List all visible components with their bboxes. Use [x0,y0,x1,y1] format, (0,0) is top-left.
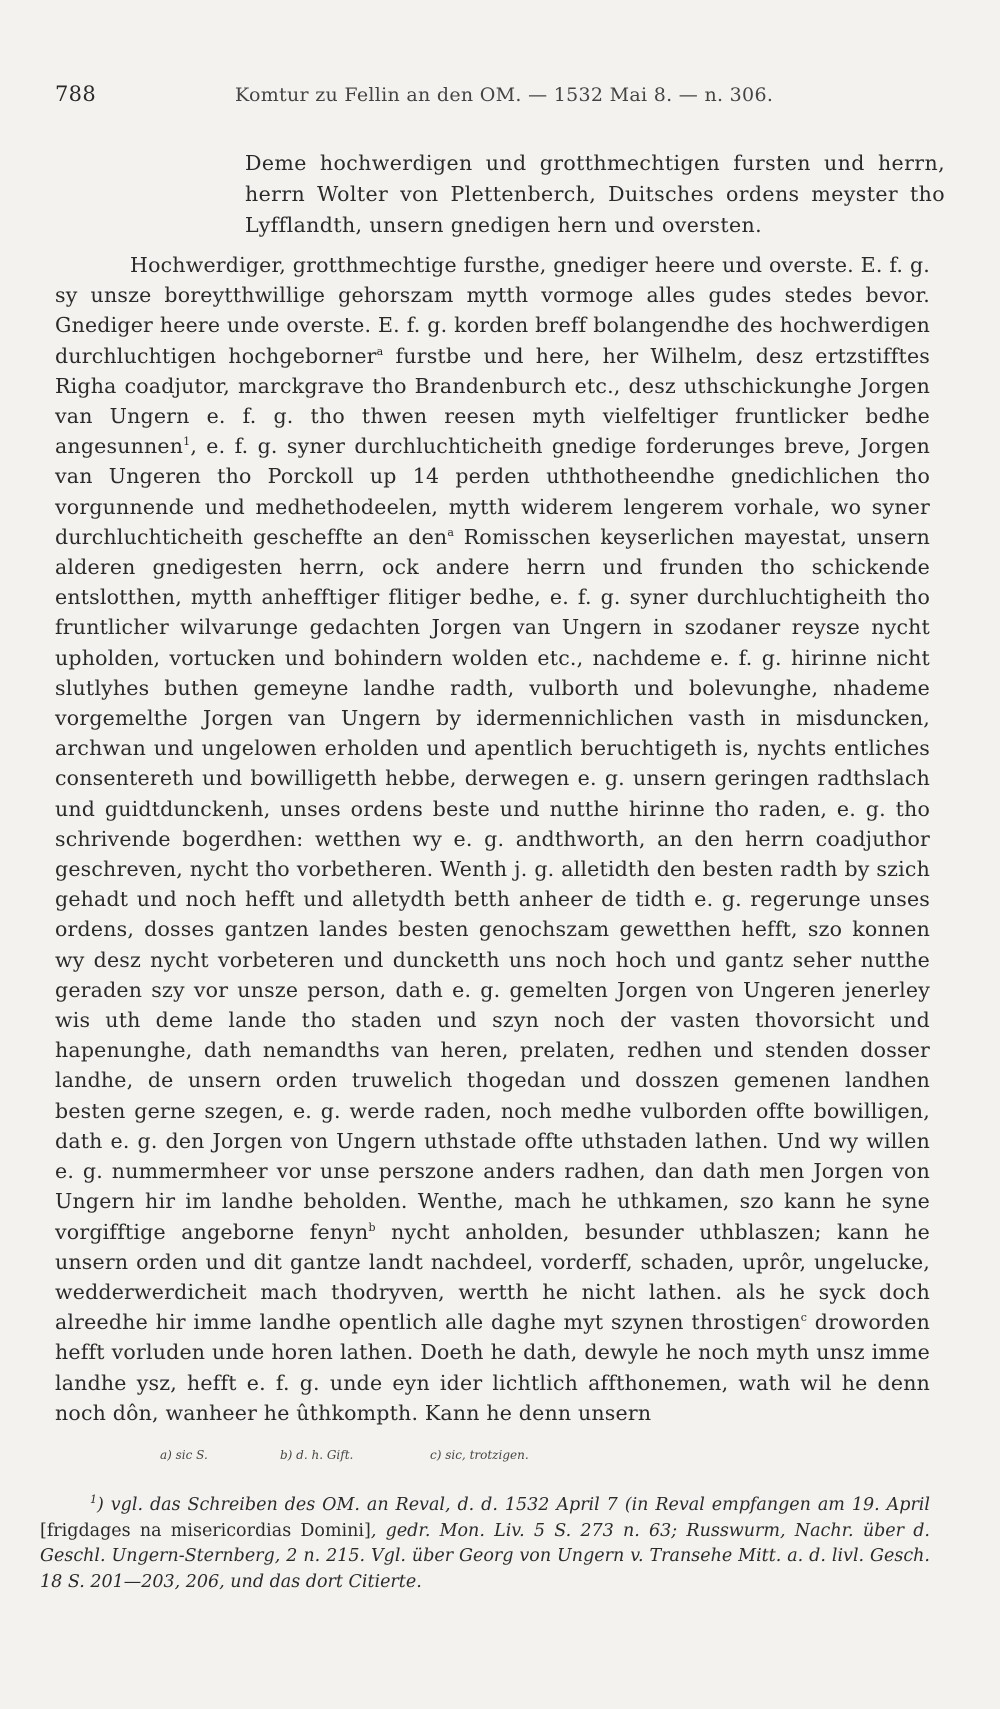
page-number: 788 [55,82,96,106]
body-text-2: furstbe und here, her Wilhelm, desz ertzstifftes Righa coadjutor, marckgrave tho Brandenburch etc., desz uthschickunghe Jorgen van Ungern e. f. g. tho thwen reesen myth vielfeltiger fruntlicker bedhe angesunnen [55,343,930,459]
page-header [55,82,775,112]
footnote [40,1493,930,1595]
footnote-text-1: ) vgl. das Schreiben des OM. an Reval, d. d. 1532 April 7 (in Reval empfangen am 19. April [97,1495,930,1515]
note-ref-b: b [368,1220,376,1234]
note-ref-c: c [800,1311,808,1325]
footnote-ref-1: 1 [183,435,191,449]
note-ref-a: a [376,344,384,358]
body-text-4: Romisschen keyserlichen mayestat, unsern alderen gnedigesten herrn, ock andere herrn und frunden tho schickende entslotthen, mytth anhefftiger flitiger bedhe, e. f. g. syner durchluchtigheith tho fruntlicher wilvarunge gedachten Jorgen van Ungern in szodaner reysze nycht upholden, vortucken und bohindern wolden etc., nachdeme e. f. g. hirinne nicht slutlyhes buthen gemeyne landhe radth, vulborth und bolevunghe, nhademe vorgemelthe Jorgen van Ungern by idermennichlichen vasth in misduncken, archwan und ungelowen erholden und apentlich beruchtigeth is, nychts entliches consentereth und bowilligetth hebbe, derwegen e. g. unsern geringen radthslach und guidtdunckenh, unses ordens beste und nutthe hirinne tho raden, e. g. tho schrivende bogerdhen: wetthen wy e. g. andthworth, an den herrn coadjuthor geschreven, nycht tho vorbetheren. Wenth j. g. alletidth den besten radth by szich gehadt und noch hefft und alletydth betth anheer de tidth e. g. regerunge unses ordens, dosses gantzen landes besten genochszam gewetthen hefft, szo konnen wy desz nycht vorbeteren und duncketth uns noch hoch und gantz seher nutthe geraden szy vor unsze person, dath e. g. gemelten Jorgen von Ungeren jenerley wis uth deme lande tho staden und szyn noch der vasten thovorsicht und hapenunghe, dath nemandths van heren, prelaten, redhen und stenden dosser landhe, de unsern orden truwelich thogedan und dosszen gemenen landhen besten gerne szegen, e. g. werde raden, noch medhe vulborden offte bowilligen, dath e. g. den Jorgen von Ungern uthstade offte uthstaden lathen. Und wy willen e. g. nummermheer vor unse perszone anders radhen, dan dath men Jorgen von Ungern hir im landhe beholden. Wenthe, mach he uthkamen, szo kann he syne vorgifftige angeborne fenyn [55,524,930,1244]
body-text-5: nycht anholden, besunder uthblaszen; kann he unsern orden und dit gantze landt nachdeel, vorderff, schaden, uprôr, ungelucke, wedderwerdicheit mach thodryven, wertth he nicht lathen. als he syck doch alreedhe hir imme landhe opentlich alle daghe myt szynen throstigen [55,1219,931,1335]
running-title: Komtur zu Fellin an den OM. — 1532 Mai 8. — n. 306. [235,84,774,106]
note-b: b) d. h. Gift. [280,1448,354,1462]
body-text-6: droworden hefft vorluden unde horen lathen. Doeth he dath, dewyle he noch myth unsz imme landhe ysz, hefft e. f. g. unde eyn ider lichtlich affthonemen, wath wil he denn noch dôn, wanheer he ûthkompth. Kann he denn unsern [55,1310,930,1425]
body-text-1: Hochwerdiger, grotthmechtige fursthe, gnediger heere und overste. E. f. g. sy unsze boreytthwillige gehorszam mytth vormoge alles gudes stedes bevor. Gnediger heere unde overste. E. f. g. korden breff bolangendhe des hochwerdigen durchluchtigen hochgeborner [55,253,930,368]
note-a: a) sic S. [160,1448,208,1462]
body-text-3: , e. f. g. syner durchluchticheith gnedige forderunges breve, Jorgen van Ungeren tho Porckoll up 14 perden uththotheendhe gnedichlichen tho vorgunnende und medhethodeelen, mytth widerem lengerem vorhale, wo syner durchluchticheith gescheffte an den [55,434,930,549]
textual-notes [160,1448,660,1470]
letter-body [55,250,930,1428]
footnote-upright-text: [frigdages na misericordias Domini] [40,1520,371,1541]
note-c: c) sic, trotzigen. [430,1448,529,1462]
letter-address: Deme hochwerdigen und grotthmechtigen fursten und herrn, herrn Wolter von Plettenberch, Duitsches ordens meyster tho Lyfflandth, unsern gnedigen hern und oversten. [245,151,945,237]
footnote-mark: 1 [90,1493,97,1507]
note-ref-a: a [447,526,455,539]
footnote-text-2: , gedr. Mon. Liv. 5 S. 273 n. 63; Russwurm, Nachr. über d. Geschl. Ungern-Sternberg, 2 n. 215. Vgl. über Georg von Ungern v. Transehe Mitt. a. d. livl. Gesch. 18 S. 201—203, 206, und das dort Citierte. [40,1520,930,1592]
